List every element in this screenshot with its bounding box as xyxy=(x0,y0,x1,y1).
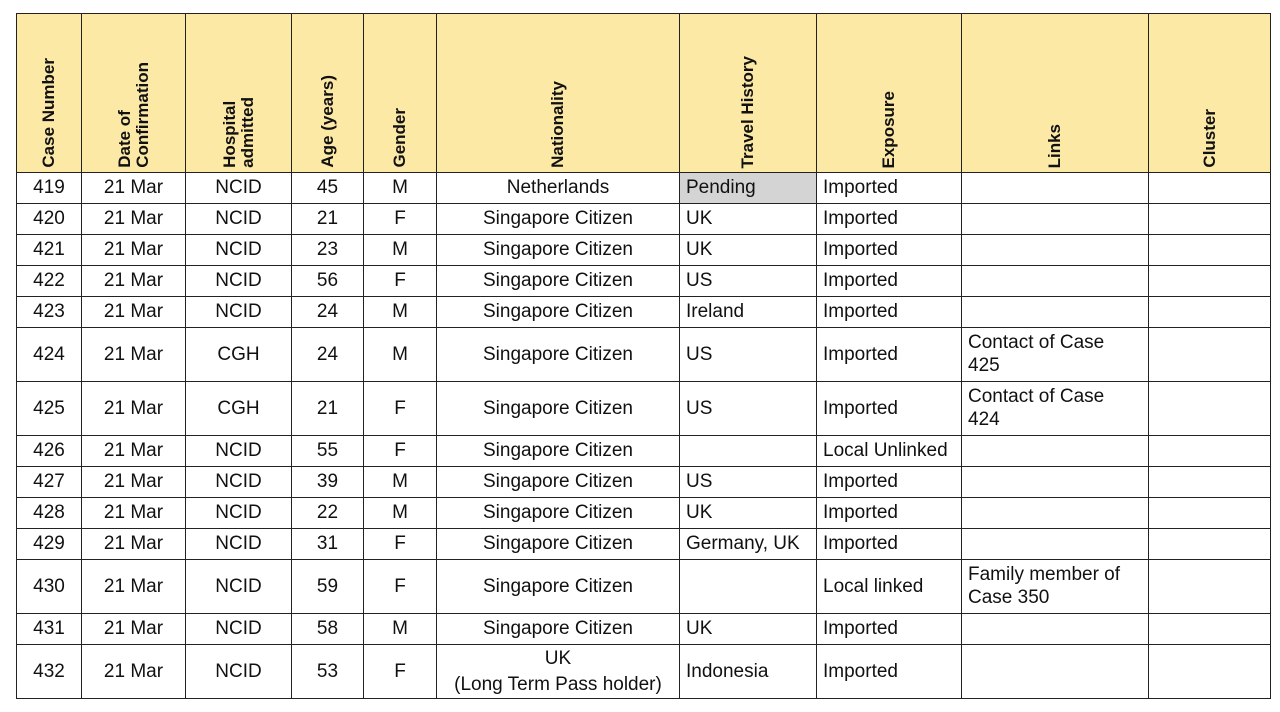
cell-case-number: 426 xyxy=(17,436,82,467)
cell-hospital: NCID xyxy=(186,560,292,614)
cell-travel-history: US xyxy=(680,266,817,297)
cell-travel-history: US xyxy=(680,382,817,436)
cell-exposure: Imported xyxy=(817,498,962,529)
cell-age: 31 xyxy=(292,529,364,560)
cell-cluster xyxy=(1149,328,1271,382)
cell-hospital: NCID xyxy=(186,498,292,529)
cell-date: 21 Mar xyxy=(82,498,186,529)
cell-gender: M xyxy=(364,328,437,382)
cell-hospital: NCID xyxy=(186,173,292,204)
cell-date: 21 Mar xyxy=(82,266,186,297)
cell-gender: M xyxy=(364,173,437,204)
cell-gender: M xyxy=(364,498,437,529)
cell-exposure: Imported xyxy=(817,467,962,498)
cell-gender: F xyxy=(364,560,437,614)
cell-exposure: Imported xyxy=(817,235,962,266)
cell-age: 24 xyxy=(292,297,364,328)
cell-links: Contact of Case 425 xyxy=(962,328,1149,382)
cell-hospital: NCID xyxy=(186,529,292,560)
cell-age: 59 xyxy=(292,560,364,614)
cell-age: 55 xyxy=(292,436,364,467)
cell-exposure: Imported xyxy=(817,266,962,297)
cell-date: 21 Mar xyxy=(82,529,186,560)
cell-links xyxy=(962,645,1149,699)
cell-hospital: NCID xyxy=(186,614,292,645)
cell-travel-history: Germany, UK xyxy=(680,529,817,560)
cell-age: 21 xyxy=(292,204,364,235)
table-row xyxy=(17,529,1271,560)
header-gender: Gender xyxy=(364,14,437,173)
cell-nationality: Netherlands xyxy=(437,173,680,204)
cell-case-number: 429 xyxy=(17,529,82,560)
table-row xyxy=(17,173,1271,204)
table-row xyxy=(17,328,1271,382)
cell-gender: F xyxy=(364,645,437,699)
table-row xyxy=(17,498,1271,529)
cell-links xyxy=(962,614,1149,645)
cell-travel-history: UK xyxy=(680,204,817,235)
cell-nationality: Singapore Citizen xyxy=(437,297,680,328)
table-row xyxy=(17,266,1271,297)
cell-age: 58 xyxy=(292,614,364,645)
cell-age: 56 xyxy=(292,266,364,297)
cell-links xyxy=(962,297,1149,328)
cell-exposure: Imported xyxy=(817,645,962,699)
cell-date: 21 Mar xyxy=(82,436,186,467)
cell-cluster xyxy=(1149,467,1271,498)
cell-nationality: Singapore Citizen xyxy=(437,614,680,645)
cell-hospital: NCID xyxy=(186,204,292,235)
cell-nationality: Singapore Citizen xyxy=(437,266,680,297)
cell-travel-history: US xyxy=(680,328,817,382)
cell-links xyxy=(962,204,1149,235)
header-nationality: Nationality xyxy=(437,14,680,173)
cell-case-number: 423 xyxy=(17,297,82,328)
cell-nationality: Singapore Citizen xyxy=(437,498,680,529)
cell-age: 39 xyxy=(292,467,364,498)
cell-case-number: 430 xyxy=(17,560,82,614)
header-date-of-confirmation: Date of Confirmation xyxy=(82,14,186,173)
cell-case-number: 420 xyxy=(17,204,82,235)
cell-exposure: Local linked xyxy=(817,560,962,614)
cell-nationality: Singapore Citizen xyxy=(437,328,680,382)
cell-date: 21 Mar xyxy=(82,204,186,235)
cell-hospital: NCID xyxy=(186,235,292,266)
header-exposure: Exposure xyxy=(817,14,962,173)
table-row xyxy=(17,436,1271,467)
table-row xyxy=(17,614,1271,645)
cell-exposure: Imported xyxy=(817,382,962,436)
cell-cluster xyxy=(1149,266,1271,297)
cell-gender: M xyxy=(364,297,437,328)
cell-cluster xyxy=(1149,297,1271,328)
cell-links xyxy=(962,436,1149,467)
cell-exposure: Imported xyxy=(817,173,962,204)
cell-case-number: 428 xyxy=(17,498,82,529)
cell-hospital: NCID xyxy=(186,645,292,699)
cell-travel-history: Ireland xyxy=(680,297,817,328)
cell-gender: M xyxy=(364,467,437,498)
table-row xyxy=(17,235,1271,266)
cell-travel-history: UK xyxy=(680,235,817,266)
cell-exposure: Imported xyxy=(817,297,962,328)
cell-travel-history xyxy=(680,560,817,614)
cell-nationality: UK (Long Term Pass holder) xyxy=(437,645,680,699)
cell-date: 21 Mar xyxy=(82,382,186,436)
header-links: Links xyxy=(962,14,1149,173)
cell-nationality: Singapore Citizen xyxy=(437,436,680,467)
cell-exposure: Imported xyxy=(817,328,962,382)
table-row xyxy=(17,467,1271,498)
cell-cluster xyxy=(1149,560,1271,614)
cell-date: 21 Mar xyxy=(82,614,186,645)
cell-exposure: Local Unlinked xyxy=(817,436,962,467)
cell-cluster xyxy=(1149,204,1271,235)
table-row xyxy=(17,204,1271,235)
cell-age: 22 xyxy=(292,498,364,529)
cell-case-number: 425 xyxy=(17,382,82,436)
cell-nationality: Singapore Citizen xyxy=(437,204,680,235)
cell-links: Contact of Case 424 xyxy=(962,382,1149,436)
cell-links xyxy=(962,173,1149,204)
header-travel-history: Travel History xyxy=(680,14,817,173)
cell-links xyxy=(962,266,1149,297)
cell-cluster xyxy=(1149,645,1271,699)
cell-date: 21 Mar xyxy=(82,297,186,328)
cell-case-number: 427 xyxy=(17,467,82,498)
header-cluster: Cluster xyxy=(1149,14,1271,173)
cell-exposure: Imported xyxy=(817,614,962,645)
cell-links xyxy=(962,467,1149,498)
cell-cluster xyxy=(1149,498,1271,529)
case-table xyxy=(16,13,1271,699)
cell-exposure: Imported xyxy=(817,529,962,560)
cell-cluster xyxy=(1149,382,1271,436)
cell-cluster xyxy=(1149,235,1271,266)
cell-gender: F xyxy=(364,382,437,436)
cell-age: 24 xyxy=(292,328,364,382)
header-age: Age (years) xyxy=(292,14,364,173)
cell-hospital: NCID xyxy=(186,266,292,297)
cell-case-number: 422 xyxy=(17,266,82,297)
cell-hospital: CGH xyxy=(186,382,292,436)
cell-date: 21 Mar xyxy=(82,235,186,266)
table-body xyxy=(17,173,1271,699)
table-row xyxy=(17,382,1271,436)
cell-links: Family member of Case 350 xyxy=(962,560,1149,614)
cell-travel-history: Pending xyxy=(680,173,817,204)
cell-case-number: 431 xyxy=(17,614,82,645)
cell-date: 21 Mar xyxy=(82,328,186,382)
cell-nationality: Singapore Citizen xyxy=(437,529,680,560)
cell-exposure: Imported xyxy=(817,204,962,235)
cell-age: 53 xyxy=(292,645,364,699)
cell-age: 23 xyxy=(292,235,364,266)
cell-case-number: 432 xyxy=(17,645,82,699)
cell-date: 21 Mar xyxy=(82,560,186,614)
cell-travel-history: US xyxy=(680,467,817,498)
cell-links xyxy=(962,529,1149,560)
cell-gender: M xyxy=(364,235,437,266)
cell-travel-history xyxy=(680,436,817,467)
cell-nationality: Singapore Citizen xyxy=(437,235,680,266)
cell-hospital: NCID xyxy=(186,467,292,498)
cell-age: 21 xyxy=(292,382,364,436)
cell-travel-history: UK xyxy=(680,498,817,529)
cell-cluster xyxy=(1149,173,1271,204)
cell-date: 21 Mar xyxy=(82,645,186,699)
table-row xyxy=(17,645,1271,699)
cell-nationality: Singapore Citizen xyxy=(437,560,680,614)
cell-date: 21 Mar xyxy=(82,173,186,204)
cell-gender: F xyxy=(364,204,437,235)
cell-gender: F xyxy=(364,529,437,560)
cell-cluster xyxy=(1149,529,1271,560)
cell-case-number: 421 xyxy=(17,235,82,266)
cell-travel-history: Indonesia xyxy=(680,645,817,699)
cell-date: 21 Mar xyxy=(82,467,186,498)
cell-links xyxy=(962,498,1149,529)
cell-cluster xyxy=(1149,614,1271,645)
cell-gender: F xyxy=(364,266,437,297)
header-case-number: Case Number xyxy=(17,14,82,173)
cell-hospital: NCID xyxy=(186,297,292,328)
table-row xyxy=(17,560,1271,614)
cell-age: 45 xyxy=(292,173,364,204)
cell-case-number: 419 xyxy=(17,173,82,204)
cell-travel-history: UK xyxy=(680,614,817,645)
cell-gender: F xyxy=(364,436,437,467)
cell-links xyxy=(962,235,1149,266)
cell-cluster xyxy=(1149,436,1271,467)
cell-hospital: CGH xyxy=(186,328,292,382)
cell-hospital: NCID xyxy=(186,436,292,467)
cell-case-number: 424 xyxy=(17,328,82,382)
cell-nationality: Singapore Citizen xyxy=(437,467,680,498)
header-hospital-admitted: Hospital admitted xyxy=(186,14,292,173)
header-row xyxy=(17,14,1271,173)
cell-nationality: Singapore Citizen xyxy=(437,382,680,436)
cell-gender: M xyxy=(364,614,437,645)
table-row xyxy=(17,297,1271,328)
